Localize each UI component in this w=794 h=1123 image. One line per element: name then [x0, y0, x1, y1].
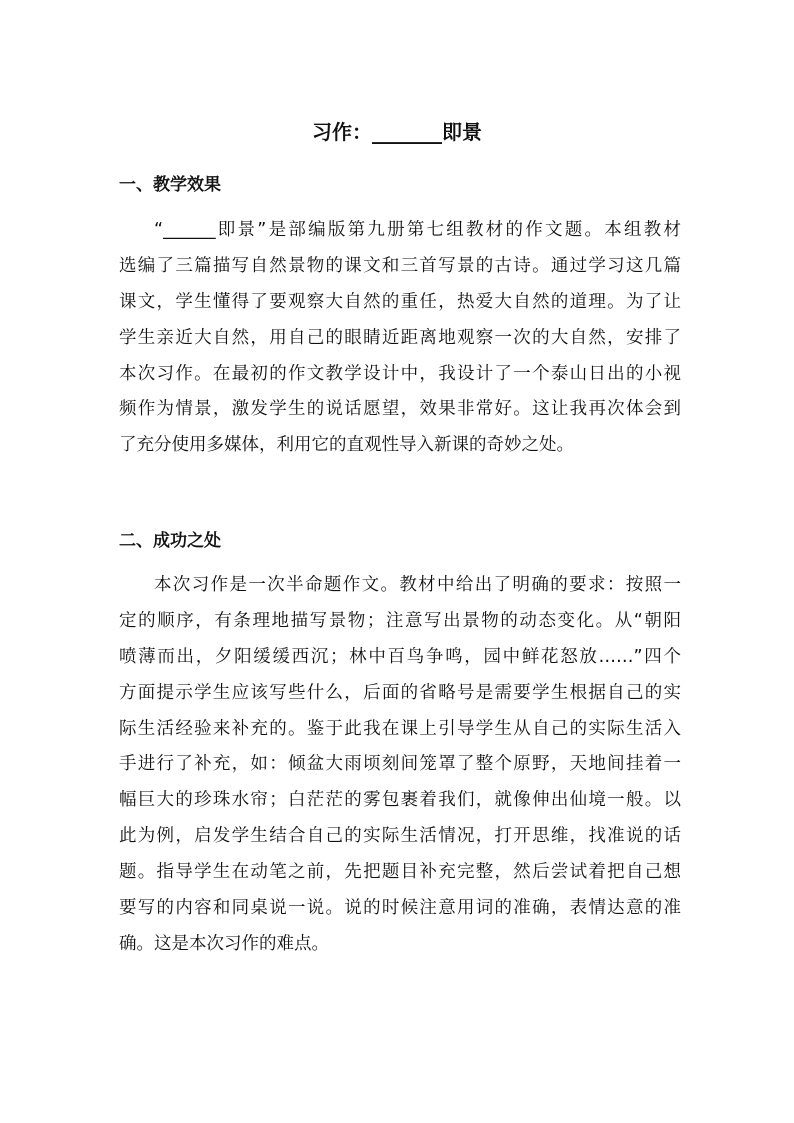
paragraph-line: 学生亲近大自然，用自己的眼睛近距离地观察一次的大自然，安排了	[119, 327, 681, 348]
paragraph-line: 确。这是本次习作的难点。	[119, 933, 329, 954]
paragraph-line: 题。指导学生在动笔之前，先把题目补充完整，然后尝试着把自己想	[119, 862, 681, 883]
paragraph-line: 课文，学生懂得了要观察大自然的重任，热爱大自然的道理。为了让	[119, 291, 681, 312]
section-heading-successes: 二、成功之处	[119, 531, 221, 551]
paragraph-line: 手进行了补充，如：倾盆大雨顷刻间笼罩了整个原野，天地间挂着一	[119, 754, 681, 775]
paragraph-successes	[119, 568, 681, 963]
paragraph-line: 此为例，启发学生结合自己的实际生活情况，打开思维，找准说的话	[119, 826, 681, 847]
paragraph-line: 际生活经验来补充的。鉴于此我在课上引导学生从自己的实际生活入	[119, 718, 681, 739]
paragraph-line: 喷薄而出，夕阳缓缓西沉；林中百鸟争鸣，园中鲜花怒放……”四个	[119, 646, 681, 667]
paragraph-line: 本次习作是一次半命题作文。教材中给出了明确的要求：按照一	[154, 575, 681, 595]
paragraph-line: 频作为情景，激发学生的说话愿望，效果非常好。这让我再次体会到	[119, 399, 681, 420]
paragraph-line: 本次习作。在最初的作文教学设计中，我设计了一个泰山日出的小视	[119, 363, 681, 384]
paragraph-teaching-effect	[119, 213, 681, 464]
paragraph-line: 定的顺序，有条理地描写景物；注意写出景物的动态变化。从“朝阳	[119, 610, 681, 631]
paragraph-line: 选编了三篇描写自然景物的课文和三首写景的古诗。通过学习这几篇	[119, 255, 681, 276]
paragraph-line: 方面提示学生应该写些什么，后面的省略号是需要学生根据自己的实	[119, 682, 681, 703]
paragraph-line: “______即景”是部编版第九册第七组教材的作文题。本组教材	[154, 220, 681, 240]
paragraph-line: 幅巨大的珍珠水帘；白茫茫的雾包裹着我们，就像伸出仙境一般。以	[119, 790, 681, 811]
paragraph-line: 了充分使用多媒体，利用它的直观性导入新课的奇妙之处。	[119, 435, 574, 456]
paragraph-line: 要写的内容和同桌说一说。说的时候注意用词的准确，表情达意的准	[119, 898, 681, 919]
section-heading-teaching-effect: 一、教学效果	[119, 175, 221, 195]
document-title: 习作：_______即景	[312, 120, 482, 144]
